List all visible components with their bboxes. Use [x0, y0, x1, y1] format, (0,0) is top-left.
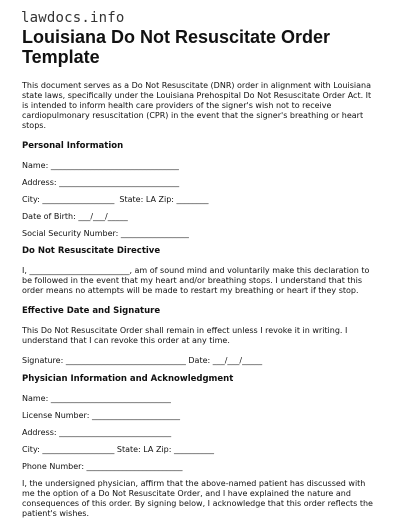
physician-phone-field: Phone Number: ________________________	[22, 462, 183, 471]
personal-address-field: Address: ______________________________	[22, 178, 180, 187]
personal-info-heading: Personal Information	[22, 141, 124, 151]
site-watermark: lawdocs.info	[21, 10, 125, 26]
physician-city-field: City: __________________ State: LA Zip: __________	[22, 445, 214, 454]
physician-name-field: Name: ______________________________	[22, 394, 171, 403]
directive-heading: Do Not Resuscitate Directive	[22, 246, 161, 256]
personal-name-field: Name: ________________________________	[22, 161, 179, 170]
physician-paragraph: I, the undersigned physician, affirm that the above-named patient has discussed with me the option of a Do Not Resuscitate Order, and I have explained the nature and consequences of this order. By signing below, I acknowledge that this order reflects the patient's wishes.	[22, 479, 373, 518]
personal-dob-field: Date of Birth: ___/___/_____	[22, 212, 128, 221]
signature-date-field: Signature: ______________________________ Date: ___/___/_____	[22, 356, 263, 365]
physician-address-field: Address: ____________________________	[22, 428, 172, 437]
effective-paragraph: This Do Not Resuscitate Order shall remain in effect unless I revoke it in writing. I understand that I can revoke this order at any time.	[22, 326, 348, 345]
effective-heading: Effective Date and Signature	[22, 306, 161, 316]
document-title: Louisiana Do Not Resuscitate Order Template	[22, 27, 331, 67]
physician-heading: Physician Information and Acknowledgment	[22, 374, 234, 384]
intro-paragraph: This document serves as a Do Not Resuscitate (DNR) order in alignment with Louisiana state laws, specifically under the Louisiana Prehospital Do Not Resuscitate Order Act. It is intended to inform health care providers of the signer's wish not to receive cardiopulmonary resuscitation (CPR) in the event that the signer's breathing or heart stops.	[22, 81, 372, 130]
directive-paragraph: I, _________________________, am of sound mind and voluntarily make this declaration to be followed in the event that my heart and/or breathing stops. I understand that this order means no attempts will be made to restart my breathing or heart if they stop.	[22, 266, 370, 295]
personal-ssn-field: Social Security Number: _________________	[22, 229, 189, 238]
physician-license-field: License Number: ______________________	[22, 411, 180, 420]
personal-city-field: City: __________________ State: LA Zip: ________	[22, 195, 209, 204]
